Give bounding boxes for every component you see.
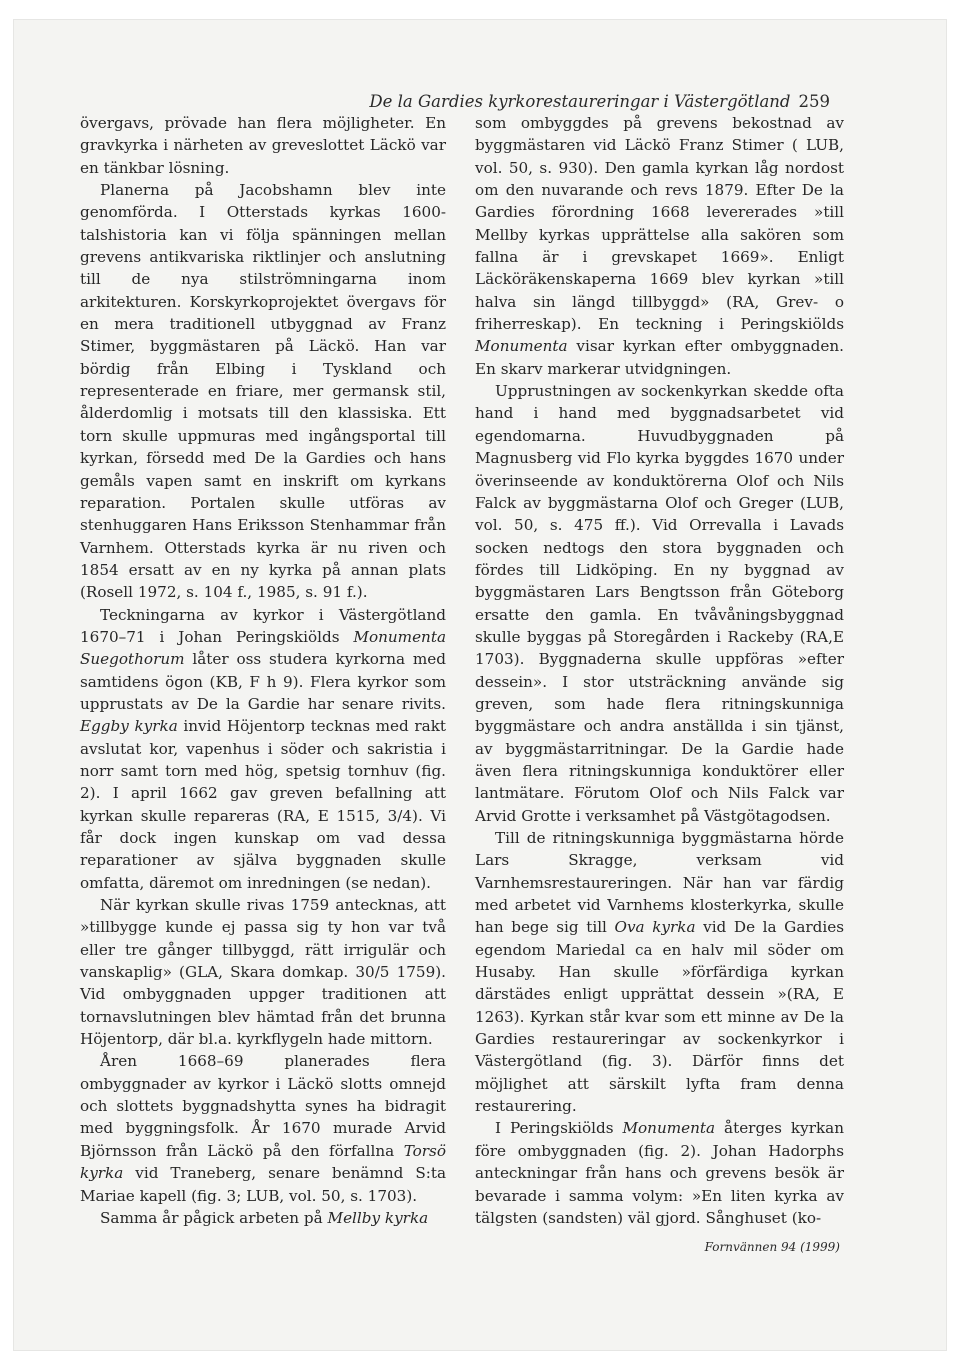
work-title: Monumenta: [475, 337, 568, 356]
church-name: Eggby kyrka: [80, 717, 178, 736]
paragraph: som ombyggdes på grevens bekostnad av byggmästaren vid Läckö Franz Stimer ( LUB, vol. 50, s. 930). Den gamla kyrkan låg nordost om den nuvarande och revs 1879. Efter De la Gardies förordning 1668 levererades »till Mellby kyrkas upprättelse alla sakören som fallna är i grevskapet 1669». Enligt Läcköräkenskaperna 1669 blev kyrkan »till halva sin längd tillbyggd» (RA, Grev- o friherreskap). En teckning i Peringskiölds Monumenta visar kyrkan efter ombyggnaden. En skarv markerar utvidgningen.: [475, 114, 844, 378]
paragraph: När kyrkan skulle rivas 1759 antecknas, att »tillbygge kunde ej passa sig ty hon var två eller tre gånger tillbyggd, rätt irrigulär och vanskaplig» (GLA, Skara domkap. 30/5 1759). Vid ombyggnaden uppger traditionen att tornavslutningen blev hämtad från det brunna Höjentorp, där bl.a. kyrkflygeln hade mittorn.: [80, 896, 446, 1049]
running-header: [369, 92, 830, 111]
paragraph: Teckningarna av kyrkor i Västergötland 1670–71 i Johan Peringskiölds Monumenta Suegothorum låter oss studera kyrkorna med samtidens ögon (KB, F h 9). Flera kyrkor som upprustats av De la Gardie har senare rivits. Eggby kyrka invid Höjentorp tecknas med rakt avslutat kor, vapenhus i söder och sakristia i norr samt torn med hög, spetsig tornhuv (fig. 2). I april 1662 gav greven befallning att kyrkan skulle repareras (RA, E 1515, 3/4). Vi får dock ingen kunskap om vad dessa reparationer av själva byggnaden skulle omfatta, däremot om inredningen (se nedan).: [80, 605, 446, 892]
paragraph: Upprustningen av sockenkyrkan skedde ofta hand i hand med byggnadsarbetet vid egendomarna. Huvudbyggnaden på Magnusberg vid Flo kyrka byggdes 1670 under överinseende av konduktörerna Olof och Nils Falck av byggmästarna Olof och Greger (LUB, vol. 50, s. 475 ff.). Vid Orrevalla i Lavads socken nedtogs den stora byggnaden och fördes till Lidköping. En ny byggnad av byggmästaren Lars Bengtsson från Göteborg ersatte den gamla. En tvåvåningsbyggnad skulle byggas på Storegården i Rackeby (RA,E 1703). Byggnaderna skulle uppföras »efter dessein». I stor utsträckning använde sig greven, som hade flera ritningskunniga byggmästare och andra anställda i sin tjänst, av byggmästarritningar. De la Gardie hade även flera ritningskunniga konduktörer eller lantmätare. Förutom Olof och Nils Falck var Arvid Grotte i verksamhet på Västgötagodsen.: [475, 382, 844, 825]
church-name: Mellby kyrka: [327, 1208, 429, 1227]
paragraph: Till de ritningskunniga byggmästarna hörde Lars Skragge, verksam vid Varnhemsrestaureringen. När han var färdig med arbetet vid Varnhems klosterkyrka, skulle han bege sig till Ova kyrka vid De la Gardies egendom Mariedal ca en halv mil söder om Husaby. Han skulle »förfärdiga kyrkan därstädes enligt upprättat dessein »(RA, E 1263). Kyrkan står kvar som ett minne av De la Gardies restaureringar av sockenkyrkor i Västergötland (fig. 3). Därför finns det möjlighet att särskilt lyfta fram denna restaurering.: [475, 829, 844, 1116]
paragraph: Åren 1668–69 planerades flera ombyggnader av kyrkor i Läckö slotts omnejd och slottets byggnadshytta synes ha bidragit med byggningsfolk. År 1670 murade Arvid Björnsson från Läckö på den förfallna Torsö kyrka vid Traneberg, senare benämnd S:ta Mariae kapell (fig. 3; LUB, vol. 50, s. 1703).: [80, 1052, 446, 1205]
paragraph: övergavs, prövade han flera möjligheter. En gravkyrka i närheten av greveslottet Läckö var en tänkbar lösning.: [80, 114, 446, 177]
right-column: [475, 112, 844, 1229]
running-title: De la Gardies kyrkorestaureringar i Västergötland: [369, 92, 791, 111]
paragraph: I Peringskiölds Monumenta återges kyrkan före ombyggnaden (fig. 2). Johan Hadorphs anteckningar från hans och grevens besök är bevarade i samma volym: »En liten kyrka av tälgsten (sandsten) väl gjord. Sånghuset (ko-: [475, 1119, 844, 1227]
left-column: [80, 112, 446, 1229]
work-title: Monumenta Suegothorum: [80, 627, 446, 669]
work-title: Monumenta: [622, 1119, 716, 1138]
paragraph: Planerna på Jacobshamn blev inte genomförda. I Otterstads kyrkas 1600-talshistoria kan vi följa spänningen mellan grevens antikvariska riktlinjer och anslutning till de nya stilströmningarna inom arkitekturen. Korskyrkoprojektet övergavs för en mera traditionell utbyggnad av Franz Stimer, byggmästaren på Läckö. Han var bördig från Elbing i Tyskland och representerade en friare, mer germansk stil, ålderdomlig i motsats till den klassiska. Ett torn skulle uppmuras med ingångsportal till kyrkan, försedd med De la Gardies och hans gemåls vapen samt en inskrift om kyrkans reparation. Portalen skulle utföras av stenhuggaren Hans Eriksson Stenhammar från Varnhem. Otterstads kyrka är nu riven och 1854 ersatt av en ny kyrka på annan plats (Rosell 1972, s. 104 f., 1985, s. 91 f.).: [80, 181, 446, 602]
journal-footer: Fornvännen 94 (1999): [704, 1240, 840, 1254]
page-number: 259: [798, 92, 830, 111]
paragraph: Samma år pågick arbeten på Mellby kyrka: [100, 1208, 429, 1227]
church-name: Ova kyrka: [614, 918, 696, 937]
church-name: Torsö kyrka: [80, 1141, 446, 1183]
